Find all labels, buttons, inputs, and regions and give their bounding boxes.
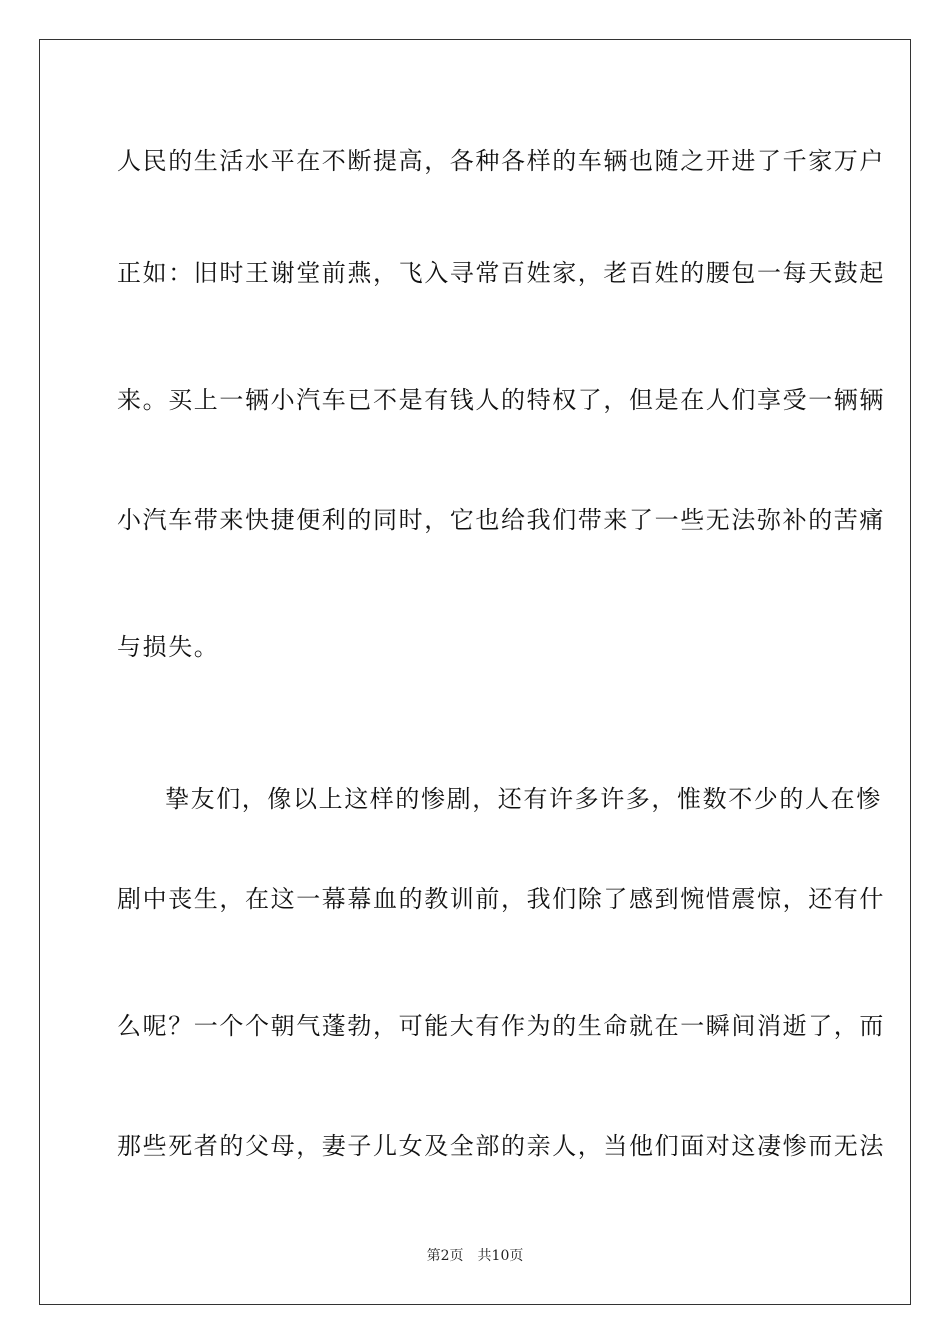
text-line-2: 正如：旧时王谢堂前燕，飞入寻常百姓家，老百姓的腰包一每天鼓起 bbox=[117, 259, 885, 287]
text-line-3: 来。买上一辆小汽车已不是有钱人的特权了，但是在人们享受一辆辆 bbox=[117, 386, 885, 414]
text-line-8: 么呢？一个个朝气蓬勃，可能大有作为的生命就在一瞬间消逝了，而 bbox=[117, 1012, 885, 1040]
page-footer bbox=[0, 1247, 950, 1265]
text-line-7: 剧中丧生，在这一幕幕血的教训前，我们除了感到惋惜震惊，还有什 bbox=[117, 885, 885, 913]
text-line-4: 小汽车带来快捷便利的同时，它也给我们带来了一些无法弥补的苦痛 bbox=[117, 506, 885, 534]
text-line-9: 那些死者的父母，妻子儿女及全部的亲人，当他们面对这凄惨而无法 bbox=[117, 1132, 885, 1160]
page-number-current: 第2页 bbox=[426, 1248, 464, 1264]
text-line-5: 与损失。 bbox=[117, 633, 220, 661]
text-line-1: 人民的生活水平在不断提高，各种各样的车辆也随之开进了千家万户 bbox=[117, 147, 885, 175]
page-number-total: 共10页 bbox=[477, 1248, 524, 1264]
text-line-6: 挚友们，像以上这样的惨剧，还有许多许多，惟数不少的人在惨 bbox=[165, 785, 882, 813]
page-border bbox=[39, 39, 911, 1305]
